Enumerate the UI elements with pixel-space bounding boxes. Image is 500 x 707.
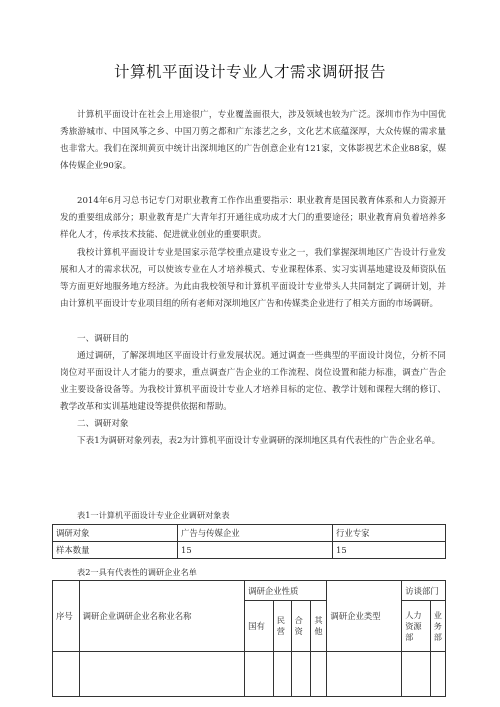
table-cell-seq: 序号: [53, 581, 80, 652]
page-title: 计算机平面设计专业人才需求调研报告: [113, 63, 386, 81]
paragraph-intro: 计算机平面设计在社会上用途很广，专业覆盖面很大，涉及领域也较为广泛。深圳市作为中国优秀旅游城市、中国风筝之乡、中国刀剪之都和广东漆艺之乡，文化艺术底蕴深厚，大众传媒的需求量也非常大。我们在深圳黄页中统计出深圳地区的广告创意企业有121家，文体影视艺术企业88家，媒体传媒企业90家。: [60, 110, 446, 171]
table-cell-type: 调研企业类型: [327, 581, 402, 652]
table-cell: 行业专家: [333, 525, 446, 542]
table-cell-empty: [291, 652, 311, 697]
table1-caption: 表1一计算机平面设计专业企业调研对象表: [77, 510, 230, 520]
table-representative-companies: [52, 580, 446, 697]
table-cell-minying: 民营: [273, 601, 291, 652]
table-row: [53, 525, 446, 542]
table-cell-empty: [311, 652, 327, 697]
table-cell-empty: [245, 652, 274, 697]
table-cell: 广告与传媒企业: [178, 525, 333, 542]
table-cell: 15: [333, 542, 446, 559]
table-cell-dept: 访谈部门: [402, 581, 446, 601]
table-cell-empty: [430, 652, 445, 697]
paragraph-subjects: 下表1为调研对象列表，表2为计算机平面设计专业调研的深圳地区具有代表性的广告企业名单。: [77, 436, 441, 446]
table-cell-empty: [79, 652, 245, 697]
paragraph-purpose: 通过调研，了解深圳地区平面设计行业发展状况。通过调查一些典型的平面设计岗位，分析不同岗位对平面设计人才能力的要求，重点调查广告企业的工作流程、岗位设置和能力标准，调查广告企业主要设备设备等。为我校计算机平面设计专业人才培养目标的定位、教学计划和课程大纲的修订、教学改革和实训基地建设等提供依据和帮助。: [60, 351, 446, 412]
paragraph-school: 我校计算机平面设计专业是国家示范学校重点建设专业之一，我们掌握深圳地区广告设计行业发展和人才的需求状况，可以使该专业在人才培养模式、专业课程体系、实习实训基地建设及师资队伍等方面更好地服务地方经济。为此由我校领导和计算机平面设计专业带头人共同制定了调研计划，并由计算机平面设计专业项目组的所有老师对深圳地区广告和传媒类企业进行了相关方面的市场调研。: [60, 248, 446, 309]
paragraph-policy: 2014年6月习总书记专门对职业教育工作作出重要指示：职业教育是国民教育体系和人力资源开发的重要组成部分；职业教育是广大青年打开通往成功成才大门的重要途径；职业教育肩负着培养多样化人才，传承技术技能、促进就业创业的重要职责。: [60, 196, 446, 240]
table-cell: 15: [178, 542, 333, 559]
table-cell-empty: [273, 652, 291, 697]
table2-caption: 表2一具有代表性的调研企业名单: [77, 567, 197, 577]
section-heading-purpose: 一、调研目的: [77, 334, 129, 344]
table-cell: 调研对象: [53, 525, 178, 542]
table-cell-empty: [402, 652, 431, 697]
table-cell-hr: 人力资源部: [402, 601, 431, 652]
table-cell-biz: 业务部: [430, 601, 445, 652]
table-row: [53, 542, 446, 559]
table-row: [53, 652, 446, 697]
table-cell-nature: 调研企业性质: [245, 581, 327, 601]
table-cell-guoyou: 国有: [245, 601, 274, 652]
table-cell-empty: [327, 652, 402, 697]
table-survey-subjects: [52, 524, 446, 559]
table-cell-empty: [53, 652, 80, 697]
table-row: [53, 581, 446, 601]
section-heading-subjects: 二、调研对象: [77, 419, 129, 429]
table-cell-hezi: 合资: [291, 601, 311, 652]
table-cell-qita: 其他: [311, 601, 327, 652]
table-cell-name: 调研企业调研企业名称业名称: [79, 581, 245, 652]
table-cell: 样本数量: [53, 542, 178, 559]
